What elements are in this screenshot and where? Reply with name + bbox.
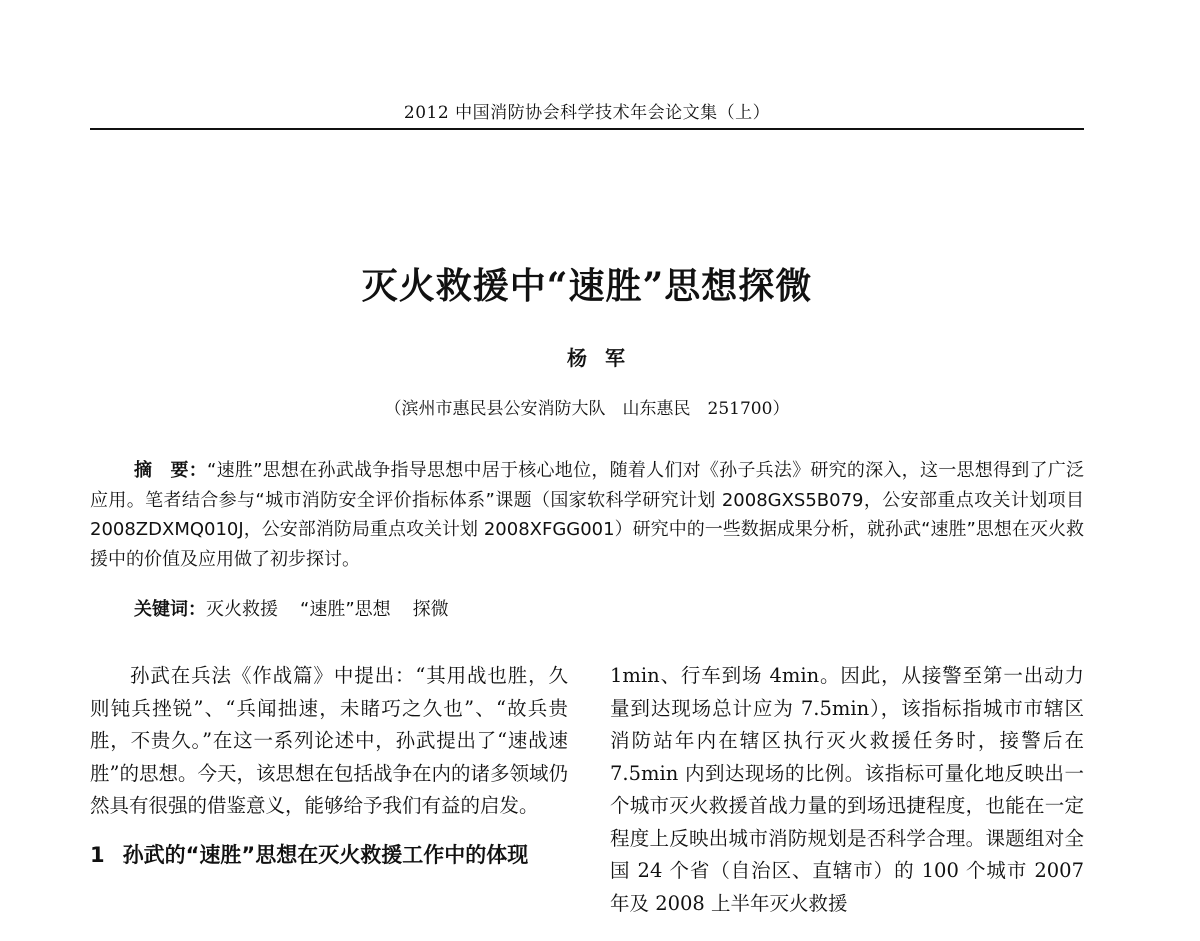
abstract bbox=[90, 456, 1084, 574]
keywords bbox=[134, 595, 1084, 621]
author-name: 杨军 bbox=[567, 346, 643, 370]
section-title: 孙武的“速胜”思想在灭火救援工作中的体现 bbox=[122, 842, 529, 867]
article-title: 灭火救援中“速胜”思想探微 bbox=[361, 265, 813, 307]
keywords-label: 关键词： bbox=[134, 599, 206, 620]
body-column-right bbox=[610, 660, 1084, 920]
keyword-item: “速胜”思想 bbox=[300, 599, 391, 620]
body-paragraph: 1min、行车到场 4min。因此，从接警至第一出动力量到达现场总计应为 7.5min），该指标指城市市辖区消防站年内在辖区执行灭火救援任务时，接警后在 7.5min 内到达现场的比例。该指标可量化地反映出一个城市灭火救援首战力量的到场迅捷程度，也能在一定程度上反映出城市消防规划是否科学合理。课题组对全国 24 个省（自治区、直辖市）的 100 个城市 2007 年及 2008 上半年灭火救援 bbox=[610, 664, 1084, 915]
abstract-label: 摘 要： bbox=[134, 460, 208, 481]
author-affiliation: （滨州市惠民县公安消防大队 山东惠民 251700） bbox=[384, 399, 790, 419]
keyword-item: 灭火救援 bbox=[206, 599, 278, 620]
section-heading bbox=[90, 839, 568, 871]
body-column-left bbox=[90, 660, 568, 871]
keyword-item: 探微 bbox=[412, 599, 449, 620]
body-paragraph: 孙武在兵法《作战篇》中提出：“其用战也胜，久则钝兵挫锐”、“兵闻拙速，未睹巧之久也”、“故兵贵胜，不贵久。”在这一系列论述中，孙武提出了“速战速胜”的思想。今天，该思想在包括战争在内的诸多领域仍然具有很强的借鉴意义，能够给予我们有益的启发。 bbox=[90, 664, 568, 817]
section-number: 1 bbox=[90, 842, 105, 867]
running-header: 2012 中国消防协会科学技术年会论文集（上） bbox=[403, 103, 771, 123]
header-rule bbox=[90, 128, 1084, 130]
abstract-text: “速胜”思想在孙武战争指导思想中居于核心地位，随着人们对《孙子兵法》研究的深入，这一思想得到了广泛应用。笔者结合参与“城市消防安全评价指标体系”课题（国家软科学研究计划 2008GXS5B079，公安部重点攻关计划项目 2008ZDXMQ010J，公安部消防局重点攻关计划 2008XFGG001）研究中的一些数据成果分析，就孙武“速胜”思想在灭火救援中的价值及应用做了初步探讨。 bbox=[90, 460, 1084, 570]
